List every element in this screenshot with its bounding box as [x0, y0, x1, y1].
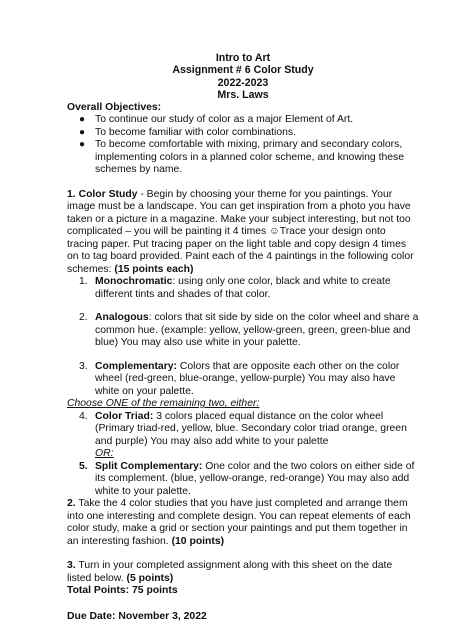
bullet-icon: ●: [79, 114, 86, 126]
choose-instruction: Choose ONE of the remaining two, either:: [67, 398, 260, 410]
part-1-points: (15 points each): [114, 263, 194, 275]
objective-item: ● To become comfortable with mixing, primary and secondary colors, implementing colors in a planned color scheme, and knowing these schemes by name.: [79, 139, 405, 176]
scheme-complementary: 3. Complementary: Colors that are opposite each other on the color wheel (red-green, blue-orange, yellow-purple) You may also have white on your palette.: [79, 360, 400, 397]
due-date: Due Date: November 3, 2022: [67, 610, 207, 622]
scheme-analogous: 2. Analogous: colors that sit side by side on the color wheel and share a common hue. (example: yellow, yellow-green, green, green-blue and blue) You may also use white in your palette.: [79, 312, 419, 349]
part-1-title: Color Study: [78, 188, 138, 200]
objective-item: ● To become familiar with color combinations.: [79, 126, 296, 138]
scheme-split-complementary: 5. Split Complementary: One color and the two colors on either side of its complement. (blue, yellow-orange, red-orange) You may also add white to your palette.: [79, 460, 415, 497]
school-year: 2022-2023: [217, 76, 269, 89]
part-1-text: - Begin by choosing your theme for you paintings. Your image must be a landscape. You can get inspiration from a photo you have taken or a picture in a magazine. Make your subject interesting, but not too complicated – you will be painting it 4 times ☺Trace your design onto tracing paper. Put tracing paper on the light table and copy design 4 times on to tag board provided. Paint each of the 4 paintings in the following color schemes:: [67, 188, 414, 275]
scheme-color-triad: 4. Color Triad: 3 colors placed equal distance on the color wheel (Primary triad-red, yellow, blue. Secondary color triad orange, green and purple) You may also add white to your palette: [79, 410, 407, 447]
course-title: Intro to Art: [215, 52, 271, 64]
document-header: [67, 52, 419, 102]
part-1-color-study: [67, 189, 419, 277]
or-separator: OR:: [95, 448, 114, 460]
scheme-monochromatic: 1. Monochromatic: using only one color, black and white to create different tints and shades of that color.: [79, 276, 391, 300]
objectives-list: [67, 114, 419, 177]
part-3-turn-in: 3. Turn in your completed assignment along with this sheet on the date listed below. (5 points): [67, 560, 393, 584]
assignment-title: Assignment # 6 Color Study: [172, 64, 314, 77]
bullet-icon: ●: [79, 139, 86, 151]
part-2-arrangement: 2. Take the 4 color studies that you have just completed and arrange them into one interesting and complete design. You can repeat elements of each color study, make a grid or section your paintings and put them together in an interesting fashion. (10 points): [67, 498, 411, 547]
objectives-heading: Overall Objectives:: [67, 101, 162, 113]
part-1-number: 1.: [67, 188, 76, 200]
bullet-icon: ●: [79, 126, 86, 138]
teacher-name: Mrs. Laws: [217, 89, 269, 102]
assignment-sheet: [67, 52, 419, 623]
objective-item: ● To continue our study of color as a major Element of Art.: [79, 114, 354, 126]
total-points: Total Points: 75 points: [67, 585, 178, 597]
